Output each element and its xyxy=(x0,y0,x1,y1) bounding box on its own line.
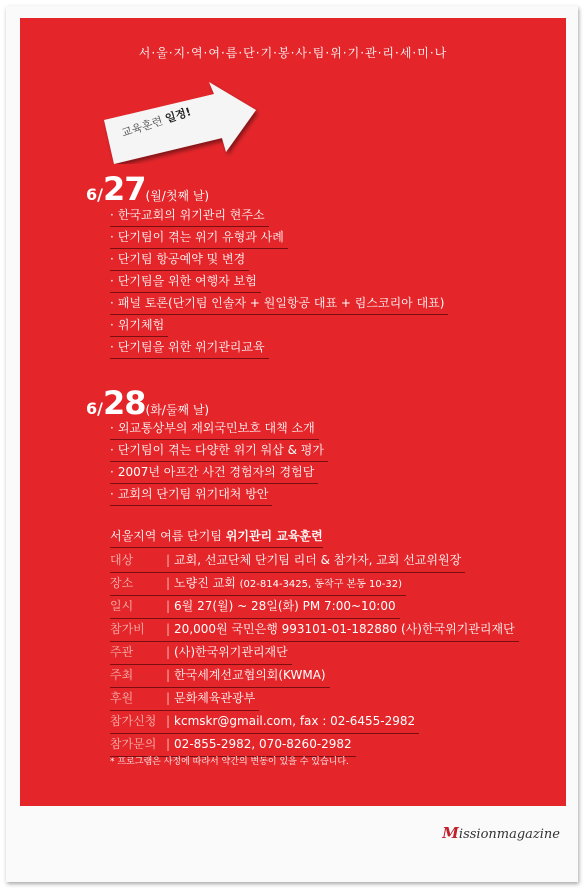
info-value: (사)한국위기관리재단 xyxy=(174,645,288,659)
day1-month: 6/ xyxy=(86,185,103,204)
bullet-icon: · xyxy=(110,296,114,310)
footnote: * 프로그램은 사정에 따라서 약간의 변동이 있을 수 있습니다. xyxy=(110,757,349,767)
info-value: 02-855-2982, 070-8260-2982 xyxy=(174,737,352,751)
info-row xyxy=(110,642,292,665)
schedule-item-text: 단기팀을 위한 위기관리교육 xyxy=(117,340,265,354)
info-heading-strong: 위기관리 교육훈련 xyxy=(225,529,323,543)
info-label: 후원 xyxy=(110,691,134,705)
day1-label: (월/첫째 날) xyxy=(145,189,210,203)
info-value-detail: (02-814-3425, 동작구 본동 10-32) xyxy=(239,579,402,590)
schedule-item xyxy=(110,484,272,506)
separator: | xyxy=(166,714,171,728)
schedule-item xyxy=(110,337,269,359)
mission-magazine-logo xyxy=(442,824,560,842)
schedule-item-text: 단기팀 항공예약 및 변경 xyxy=(117,252,246,266)
day1-schedule-list xyxy=(110,205,448,359)
bullet-icon: · xyxy=(110,252,114,266)
day1-header xyxy=(86,170,209,208)
day1-day: 27 xyxy=(102,170,146,208)
separator: | xyxy=(166,599,171,613)
schedule-item-text: 단기팀이 겪는 다양한 위기 워삽 & 평가 xyxy=(117,443,324,457)
info-label: 대상 xyxy=(110,553,134,567)
arrow-label-strong: 일정! xyxy=(163,105,193,126)
info-label: 주관 xyxy=(110,645,134,659)
info-value: kcmskr@gmail.com, fax : 02-6455-2982 xyxy=(174,714,416,728)
info-label: 주최 xyxy=(110,668,134,682)
info-row xyxy=(110,550,465,573)
bullet-icon: · xyxy=(110,318,114,332)
schedule-item xyxy=(110,205,269,227)
info-label: 일시 xyxy=(110,599,134,613)
separator: | xyxy=(166,668,171,682)
schedule-item-text: 2007년 아프간 사건 경험자의 경험담 xyxy=(117,465,315,479)
seminar-poster xyxy=(20,18,566,806)
info-label: 장소 xyxy=(110,576,134,590)
info-row xyxy=(110,619,519,642)
schedule-item-text: 교회의 단기팀 위기대처 방안 xyxy=(117,487,269,501)
day2-schedule-list xyxy=(110,418,328,506)
schedule-item-text: 패널 토론(단기팀 인솔자 + 원일항공 대표 + 림스코리아 대표) xyxy=(117,296,445,310)
logo-rest: issionmagazine xyxy=(458,827,560,842)
separator: | xyxy=(166,691,171,705)
arrow-label-text: 교육훈련 xyxy=(119,113,168,140)
info-heading xyxy=(110,527,323,548)
separator: | xyxy=(166,737,171,751)
schedule-item-text: 단기팀을 위한 여행자 보험 xyxy=(117,274,257,288)
info-label: 참가문의 xyxy=(110,737,157,751)
bullet-icon: · xyxy=(110,274,114,288)
bullet-icon: · xyxy=(110,465,114,479)
schedule-item xyxy=(110,418,319,440)
schedule-item-text: 외교통상부의 재외국민보호 대책 소개 xyxy=(117,421,315,435)
separator: | xyxy=(166,645,171,659)
info-value: 한국세계선교협의회(KWMA) xyxy=(174,668,326,682)
info-label: 참가신청 xyxy=(110,714,157,728)
day2-month: 6/ xyxy=(86,399,103,418)
info-row xyxy=(110,688,259,711)
schedule-item xyxy=(110,271,261,293)
schedule-item xyxy=(110,249,249,271)
schedule-item-text: 한국교회의 위기관리 현주소 xyxy=(117,208,265,222)
info-value: 6월 27(월) ~ 28일(화) PM 7:00~10:00 xyxy=(174,599,396,613)
schedule-item xyxy=(110,440,328,462)
poster-title: 서·울·지·역·여·름·단·기·봉·사·팀·위·기·관·리·세·미·나 xyxy=(138,46,448,60)
info-value: 20,000원 국민은행 993101-01-182880 (사)한국위기관리재단 xyxy=(174,622,515,636)
logo-initial: M xyxy=(442,824,459,842)
schedule-item xyxy=(110,293,448,315)
schedule-item xyxy=(110,315,168,337)
separator: | xyxy=(166,553,171,567)
day2-header xyxy=(86,384,209,422)
separator: | xyxy=(166,576,171,590)
info-label: 참가비 xyxy=(110,622,145,636)
info-row xyxy=(110,665,330,688)
bullet-icon: · xyxy=(110,487,114,501)
info-list xyxy=(110,550,519,757)
bullet-icon: · xyxy=(110,230,114,244)
day2-label: (화/둘째 날) xyxy=(145,403,210,417)
info-value: 교회, 선교단체 단기팀 리더 & 참가자, 교회 선교위원장 xyxy=(174,553,462,567)
info-value: 노량진 교회 xyxy=(174,576,240,590)
bullet-icon: · xyxy=(110,421,114,435)
separator: | xyxy=(166,622,171,636)
info-row xyxy=(110,596,400,619)
bullet-icon: · xyxy=(110,443,114,457)
bullet-icon: · xyxy=(110,208,114,222)
schedule-item-text: 단기팀이 겪는 위기 유형과 사례 xyxy=(117,230,284,244)
day2-day: 28 xyxy=(102,384,146,422)
schedule-item-text: 위기체험 xyxy=(117,318,165,332)
info-row xyxy=(110,573,406,596)
schedule-item xyxy=(110,462,318,484)
schedule-item xyxy=(110,227,288,249)
bullet-icon: · xyxy=(110,340,114,354)
info-heading-prefix: 서울지역 여름 단기팀 xyxy=(110,529,226,543)
info-row xyxy=(110,711,419,734)
info-value: 문화체육관광부 xyxy=(174,691,256,705)
